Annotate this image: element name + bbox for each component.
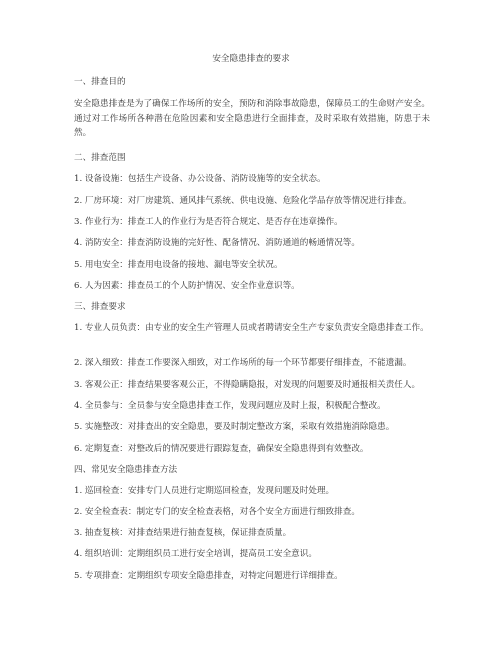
list-item: 2. 深入细致：排查工作要深入细致，对工作场所的每一个环节都要仔细排查，不能遗漏。 bbox=[74, 358, 412, 368]
list-item: 3. 抽查复核：对排查结果进行抽查复核，保证排查质量。 bbox=[74, 528, 292, 538]
list-item: 1. 巡回检查：安排专门人员进行定期巡回检查，发现问题及时处理。 bbox=[74, 486, 335, 496]
list-item: 6. 人为因素：排查员工的个人防护情况、安全作业意识等。 bbox=[74, 281, 300, 291]
section-heading: 二、排查范围 bbox=[74, 153, 126, 163]
list-item: 4. 组织培训：定期组织员工进行安全培训，提高员工安全意识。 bbox=[74, 549, 317, 559]
list-item: 3. 客观公正：排查结果要客观公正，不得隐瞒隐报，对发现的问题要及时通报相关责任人。 bbox=[74, 380, 421, 390]
list-item: 5. 实施整改：对排查出的安全隐患，要及时制定整改方案，采取有效措施消除隐患。 bbox=[74, 422, 395, 432]
list-item: 5. 用电安全：排查用电设备的接地、漏电等安全状况。 bbox=[74, 260, 283, 270]
list-item: 4. 消防安全：排查消防设施的完好性、配备情况、消防通道的畅通情况等。 bbox=[74, 238, 360, 248]
list-item: 2. 厂房环境：对厂房建筑、通风排气系统、供电设施、危险化学品存放等情况进行排查。 bbox=[74, 196, 412, 206]
list-item: 5. 专项排查：定期组织专项安全隐患排查，对特定问题进行详细排查。 bbox=[74, 571, 343, 581]
list-item: 2. 安全检查表：制定专门的安全检查表格，对各个安全方面进行细致排查。 bbox=[74, 507, 360, 517]
section-paragraph: 安全隐患排查是为了确保工作场所的安全，预防和消除事故隐患，保障员工的生命财产安全。通过对工作场所各种潜在危险因素和安全隐患进行全面排查，及时采取有效措施，防患于未然。 bbox=[74, 99, 430, 138]
section-heading: 一、排查目的 bbox=[74, 77, 126, 87]
list-item: 1. 设备设施：包括生产设备、办公设备、消防设施等的安全状态。 bbox=[74, 174, 326, 184]
document-title: 安全隐患排查的要求 bbox=[212, 54, 290, 64]
list-item: 3. 作业行为：排查工人的作业行为是否符合规定、是否存在违章操作。 bbox=[74, 217, 343, 227]
section-heading: 三、排查要求 bbox=[74, 302, 126, 312]
section-heading: 四、常见安全隐患排查方法 bbox=[74, 465, 178, 475]
list-item: 4. 全员参与：全员参与安全隐患排查工作，发现问题应及时上报，积极配合整改。 bbox=[74, 401, 386, 411]
list-item: 1. 专业人员负责：由专业的安全生产管理人员或者聘请安全生产专家负责安全隐患排查工作。 bbox=[74, 323, 429, 333]
list-item: 6. 定期复查：对整改后的情况要进行跟踪复查，确保安全隐患得到有效整改。 bbox=[74, 444, 369, 454]
